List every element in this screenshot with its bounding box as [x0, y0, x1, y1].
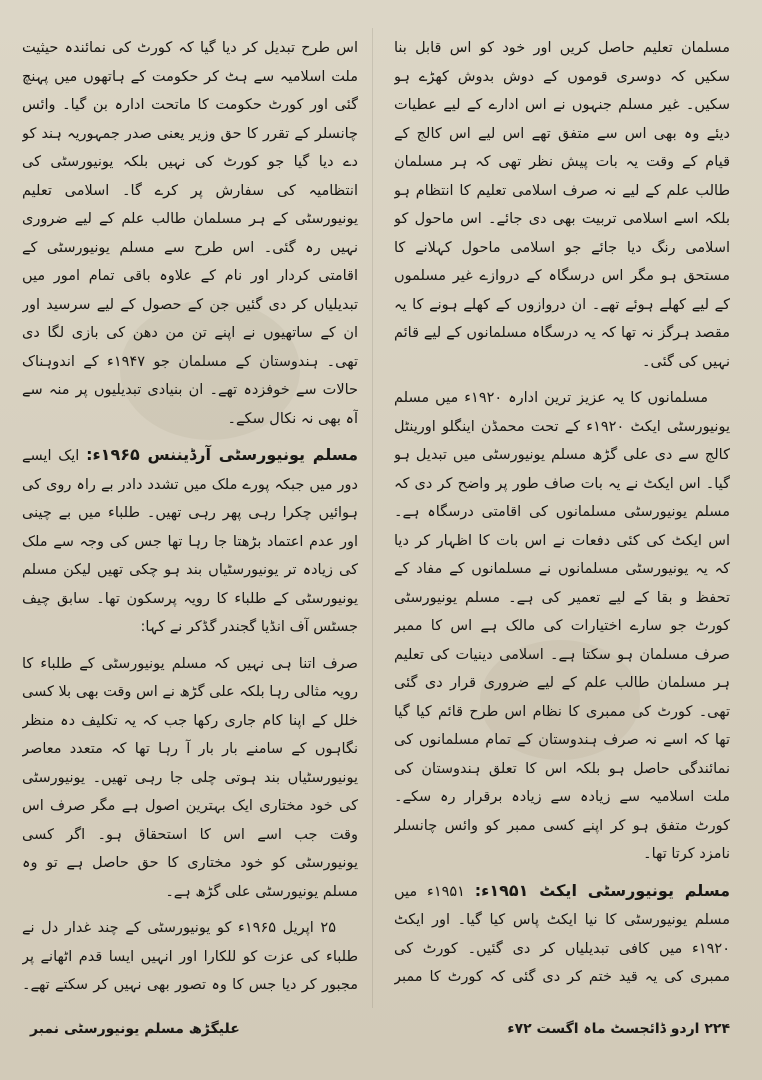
- page-footer-title: علیگڑھ مسلم یونیورسٹی نمبر: [30, 1021, 240, 1037]
- paragraph: مسلمانوں کا یہ عزیز ترین ادارہ ۱۹۲۰ء میں مسلم یونیورسٹی ایکٹ ۱۹۲۰ء کے تحت محمڈن اینگلو اورینٹل کالج سے دی علی گڑھ مسلم یونیورسٹی میں تبدیل ہو گیا۔ اس ایکٹ نے یہ بات صاف طور پر واضح کر دی کہ مسلم یونیورسٹی مسلمانوں کی اقامتی درسگاہ ہے۔ اس ایکٹ کی کئی دفعات نے اس بات کا اظہار کر دیا کہ یہ یونیورسٹی مسلمانوں نے مسلمانوں کے مفاد کے تحفظ و بقا کے لیے تعمیر کی ہے۔ مسلم یونیورسٹی کورٹ جو سارے اختیارات کی مالک ہے اس کا ممبر صرف مسلمان ہو سکتا ہے۔ اسلامی دینیات کی تعلیم ہر مسلمان طالب علم کے لیے ضروری قرار دی گئی تھی۔ کورٹ کی ممبری کا نظام اس طرح قائم کیا گیا تھا کہ اسے نہ صرف ہندوستان کے تمام مسلمانوں کی نمائندگی حاصل ہو بلکہ اس کا تعلق ہندوستان کی ملت اسلامیہ سے زیادہ سے زیادہ برقرار رہ سکے۔ کورٹ متفق ہو کر اپنے کسی ممبر کو وائس چانسلر نامزد کرتا تھا۔: [394, 390, 730, 862]
- paragraph: ۲۵ اپریل ۱۹۶۵ء کو یونیورسٹی کے چند غدار دل نے طلباء کی عزت کو للکارا اور انہیں ایسا قدم اٹھانے پر مجبور کر دیا جس کا وہ تصور بھی نہیں کر سکتے تھے۔: [22, 920, 358, 993]
- section-heading: مسلم یونیورسٹی ایکٹ ۱۹۵۱ء:: [474, 880, 730, 900]
- paragraph: اس طرح تبدیل کر دیا گیا کہ کورٹ کی نمائندہ حیثیت ملت اسلامیہ سے ہٹ کر حکومت کے ہاتھوں میں پہنچ گئی اور کورٹ حکومت کا ماتحت ادارہ بن گیا۔ وائس چانسلر کے تقرر کا حق وزیر یعنی صدر جمہوریہ ہند کو دے دیا گیا جو کورٹ کی نہیں بلکہ یونیورسٹی کی انتظامیہ کی سفارش پر کرے گا۔ اسلامی تعلیم یونیورسٹی کے ہر مسلمان طالب علم کے لیے ضروری نہیں رہ گئی۔ اس طرح سے مسلم یونیورسٹی کے اقامتی کردار اور نام کے علاوہ باقی تمام امور میں تبدیلیاں کر دی گئیں جن کے حصول کے لیے سرسید اور ان کے ساتھیوں نے اپنے تن من دھن کی بازی لگا دی تھی۔ ہندوستان کے مسلمان جو ۱۹۴۷ء کے اندوہناک حالات سے خوفزدہ تھے۔ ان بنیادی تبدیلیوں پر منہ سے آہ بھی نہ نکال سکے۔: [22, 40, 358, 427]
- section-heading: مسلم یونیورسٹی آرڈیننس ۱۹۶۵ء:: [86, 445, 358, 464]
- section-text: ایک ایسے دور میں جبکہ پورے ملک میں تشدد دادر بے راہ روی کی ہوائیں چکرا رہی پھر رہی تھیں۔ طلباء میں بے چینی اور عدم اعتماد بڑھتا جا رہا تھا جس کی وجہ سے ملک کی زیادہ تر یونیورسٹیاں بند ہو چکی تھیں لیکن مسلم یونیورسٹی کے طلباء کا رویہ پرسکون تھا۔ سابق چیف جسٹس آف انڈیا گجندر گڈکر نے کہا:: [22, 448, 358, 635]
- act-section: [394, 877, 730, 999]
- section-text: ۱۹۵۱ء میں مسلم یونیورسٹی کا نیا ایکٹ پاس کیا گیا۔ اور ایکٹ ۱۹۲۰ء میں کافی تبدیلیاں کر دی گئیں۔ کورٹ کی ممبری کی یہ قید ختم کر دی گئی کہ کورٹ کا ممبر: [394, 883, 730, 985]
- column-divider: [372, 28, 373, 1008]
- right-column: [394, 34, 730, 998]
- page-footer-issue: ۲۲۴ اردو ڈائجسٹ ماہ اگست ۷۲ء: [507, 1021, 730, 1037]
- left-column: [22, 34, 358, 998]
- paragraph: مسلمان تعلیم حاصل کریں اور خود کو اس قابل بنا سکیں کہ دوسری قوموں کے دوش بدوش کھڑے ہو سکیں۔ غیر مسلم جنہوں نے اس ادارے کے لیے عطیات دیئے وہ بھی اس سے متفق تھے اس لیے اس کالج کے قیام کے وقت یہ بات پیش نظر تھی کہ ہر مسلمان طالب علم کے لیے نہ صرف اسلامی تعلیم کا انتظام ہو بلکہ اسے اسلامی تربیت بھی دی جائے۔ اس ماحول کو اسلامی رنگ دیا جائے جو اسلامی ماحول کہلانے کا مستحق ہو مگر اس درسگاہ کے دروازے غیر مسلموں کے لیے کھلے ہوئے تھے۔ ان دروازوں کے کھلے ہونے کا یہ مقصد ہرگز نہ تھا کہ یہ درسگاہ مسلمانوں کے لیے قائم نہیں کی گئی۔: [394, 40, 730, 370]
- ordinance-section: [22, 441, 358, 642]
- quote-paragraph: صرف اتنا ہی نہیں کہ مسلم یونیورسٹی کے طلباء کا رویہ مثالی رہا بلکہ علی گڑھ نے اس وقت بھی بلا کسی خلل کے اپنا کام جاری رکھا جب کہ یہ تکلیف دہ منظر نگاہوں کے سامنے بار بار آ رہا تھا کہ متعدد معاصر یونیورسٹیاں بند ہوتی چلی جا رہی تھیں۔ یونیورسٹی کی خود مختاری ایک بہترین اصول ہے مگر صرف اس وقت جب اسے اس کا استحقاق ہو۔ اگر کسی یونیورسٹی کو خود مختاری کا حق حاصل ہے تو وہ مسلم یونیورسٹی علی گڑھ ہے۔: [22, 655, 358, 900]
